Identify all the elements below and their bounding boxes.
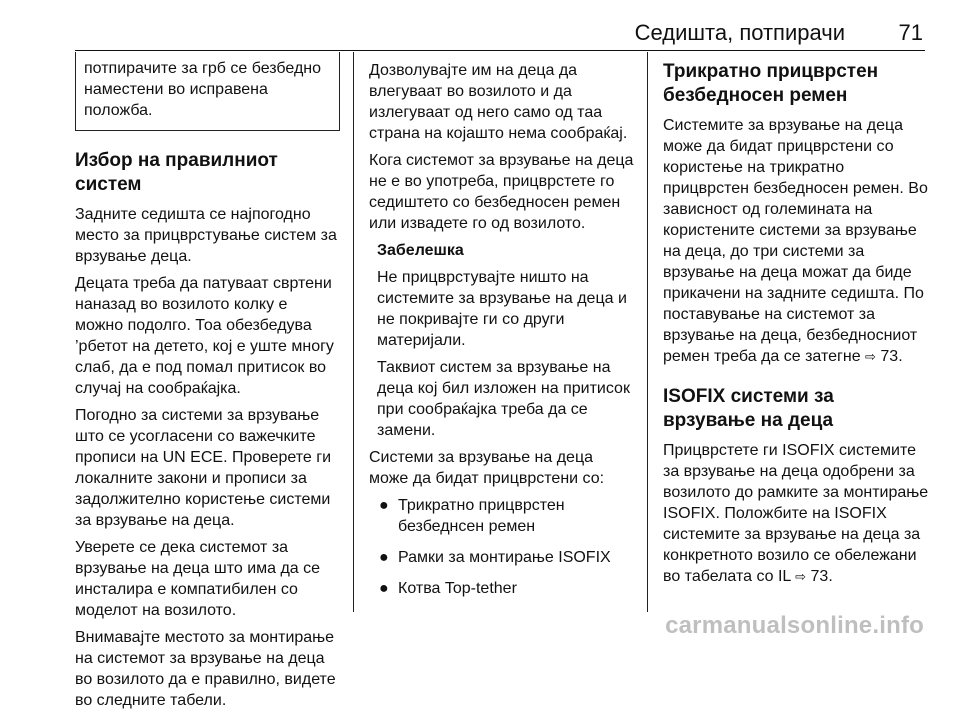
bullet-icon: ● [379,580,389,597]
fastening-methods-list [369,495,634,599]
paragraph [663,115,929,367]
list-item-text: Трикратно прицврстен безбеднсен ремен [398,497,565,535]
paragraph: Дозволувајте им на деца да влегуваат во возилото и да излегуваат од него само од таа страна на којашто нема сообраќај. [369,62,628,142]
paragraph-text: Системите за врзување на деца може да бидат прицврстени со користење на трикратно прицврстен безбедносен ремен. Во зависност од големината на користените системи за врзување на деца, до три системи за врзување на деца можат да биде прикачени на задните седишта. По поставување на системот за врзување на деца, безбедносниот ремен треба да се затегне [663,117,928,365]
page-reference-arrow-icon: ⇨ [795,569,807,584]
column-2 [369,60,634,609]
section-heading-three-point-belt: Трикратно прицврстен безбедносен ремен [663,61,879,106]
note-text: потпирачите за грб се безбедно наместени во исправена положба. [84,60,322,119]
column-1 [75,60,340,717]
list-item-text: Котва Top-tether [398,580,517,597]
bullet-icon: ● [379,497,389,514]
paragraph: Задните седишта се најпогодно место за прицврстување систем за врзување деца. [75,206,337,265]
paragraph: Уверете се дека системот за врзување на деца што има да се инсталира е компатибилен со моделот на возилото. [75,539,321,619]
page-reference[interactable]: 73. [810,568,833,585]
paragraph-text: Прицврстете ги ISOFIX системите за врзување на деца одобрени за возилото до рамките за монтирање ISOFIX. Положбите на ISOFIX системите за врзување на деца за конкретното возило се обележани во табелата со IL [663,442,929,585]
column-divider-2 [647,52,648,612]
list-item [369,495,634,537]
page-header [75,0,925,52]
paragraph: Внимавајте местото за монтирање на системот за врзување на деца во возилото да е правилно, видете во следните табели. [75,629,336,709]
page-number: 71 [898,20,923,45]
header-rule [75,50,925,51]
note-box [75,52,340,131]
list-item-text: Рамки за монтирање ISOFIX [398,549,611,566]
caution-paragraph: Не прицврстувајте ништо на системите за врзување на деца и не покривајте ги со други материјали. [377,269,627,349]
list-item [369,547,634,568]
caution-block [377,240,634,441]
page-title: Седишта, потпирачи [634,20,845,45]
paragraph: Кога системот за врзување на деца не е во употреба, прицврстете го седиштето со безбедносен ремен или извадете го од возилото. [369,152,634,232]
paragraph [663,440,929,587]
list-intro: Системи за врзување на деца може да бидат прицврстени со: [369,449,605,487]
list-item [369,578,634,599]
bullet-icon: ● [379,549,389,566]
column-divider-1 [353,52,354,612]
section-heading-isofix: ISOFIX системи за врзување на деца [663,386,834,431]
page-reference[interactable]: 73. [880,348,903,365]
paragraph: Децата треба да патуваат свртени наназад во возилото колку е можно подолго. Тоа обезбедува ’рбетот на детето, кој е уште многу слаб, да е под помал притисок во случај на сообраќајка. [75,275,334,397]
caution-paragraph: Таквиот систем за врзување на деца кој бил изложен на притисок при сообраќајка треба да се замени. [377,359,630,439]
paragraph: Погодно за системи за врзување што се усогласени со важечките прописи на UN ECE. Проверете ги локалните закони и прописи за задолжително користење системи за врзување на деца. [75,407,332,529]
watermark-logo: carmanualsonline.info [665,612,924,639]
column-3 [663,60,929,593]
caution-title: Забелешка [377,242,464,259]
page-reference-arrow-icon: ⇨ [865,349,876,364]
section-heading-system-selection: Избор на правилниот систем [75,150,278,195]
